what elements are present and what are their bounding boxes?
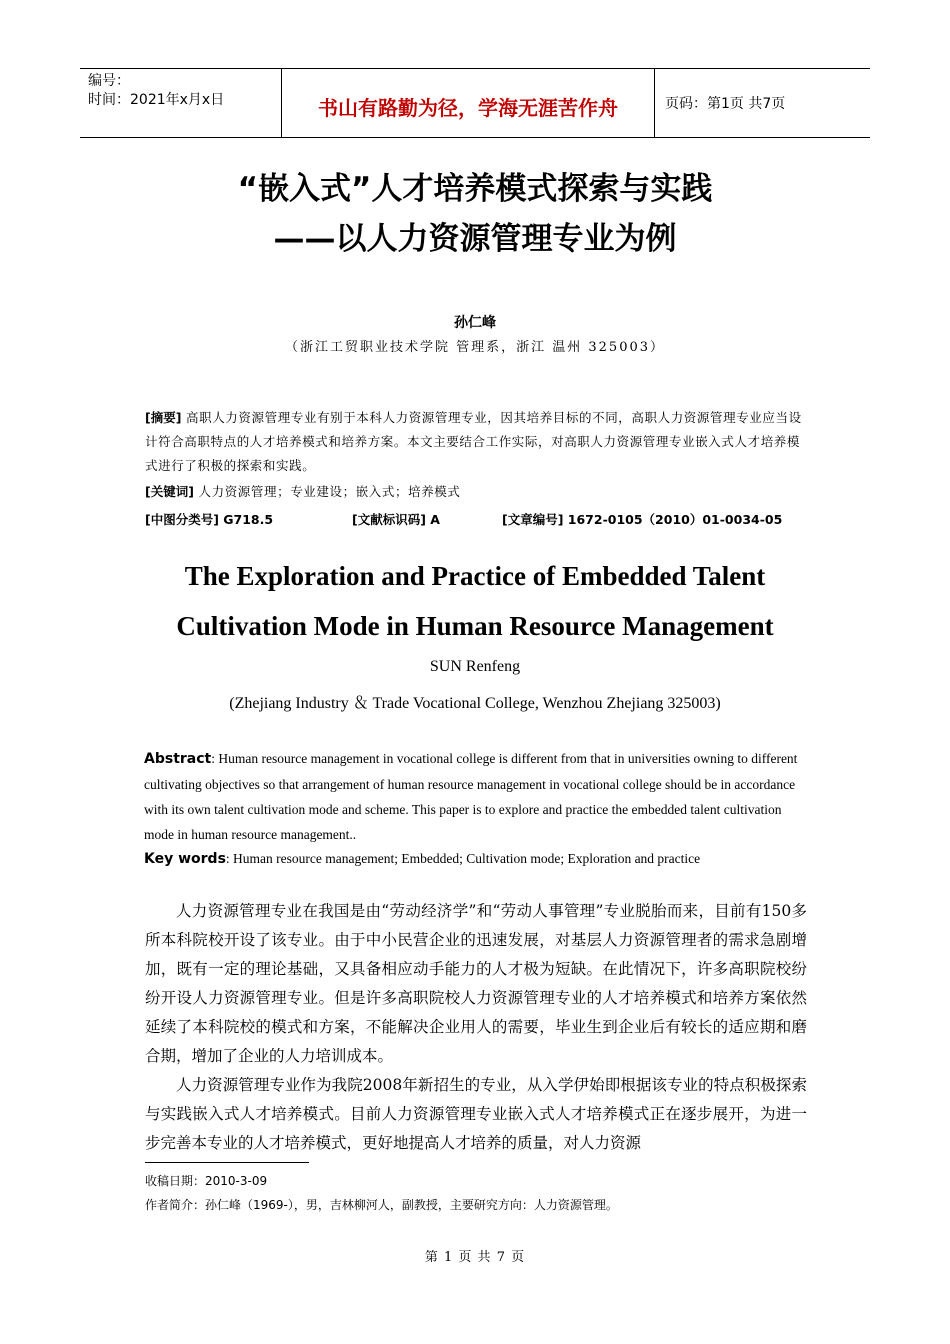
- clc-number: [中图分类号] G718.5: [145, 512, 274, 527]
- keywords-en-label: Key words: [144, 851, 226, 867]
- title-en-line2: Cultivation Mode in Human Resource Management: [176, 611, 774, 641]
- keywords-en-text: : Human resource management; Embedded; Cultivation mode; Exploration and practice: [225, 851, 701, 866]
- keywords-cn-label: [关键词]: [145, 484, 194, 499]
- author-cn: 孙仁峰: [454, 315, 496, 331]
- affiliation-en: (Zhejiang Industry ＆ Trade Vocational College, Wenzhou Zhejiang 325003): [229, 695, 721, 712]
- header-page-info: 页码：第1页 共7页: [665, 96, 786, 112]
- keywords-cn: [145, 480, 805, 504]
- keywords-cn-text: 人力资源管理；专业建设；嵌入式；培养模式: [193, 484, 461, 499]
- document-code: [文献标识码] A: [352, 512, 440, 527]
- abstract-cn-label: [摘要]: [145, 410, 182, 425]
- page-footer: 第 1 页 共 7 页: [424, 1250, 526, 1265]
- author-en: SUN Renfeng: [429, 658, 521, 675]
- keywords-en: [144, 846, 808, 872]
- abstract-en: [144, 746, 808, 847]
- serial-number-label: 编号：: [88, 73, 130, 89]
- abstract-cn: [145, 406, 805, 478]
- date-label: 时间：2021年x月x日: [88, 92, 225, 108]
- footnote-received: 收稿日期：2010-3-09: [145, 1174, 268, 1188]
- footnote-author-bio: 作者简介：孙仁峰（1969-），男，吉林柳河人，副教授，主要研究方向：人力资源管理。: [145, 1198, 618, 1212]
- header-meta-cell: [80, 69, 281, 137]
- body-text: [145, 897, 807, 1158]
- classification-line: [145, 510, 805, 528]
- abstract-cn-text: 高职人力资源管理专业有别于本科人力资源管理专业，因其培养目标的不同，高职人力资源管理专业应当设计符合高职特点的人才培养模式和培养方案。本文主要结合工作实际，对高职人力资源管理专业嵌入式人才培养模式进行了积极的探索和实践。: [145, 410, 802, 473]
- title-cn-line1: “嵌入式”人才培养模式探索与实践: [237, 171, 713, 207]
- header-motto: 书山有路勤为径，学海无涯苦作舟: [281, 69, 655, 137]
- title-cn-line2: ——以人力资源管理专业为例: [273, 221, 677, 257]
- title-en-line1: The Exploration and Practice of Embedded Talent: [184, 561, 766, 591]
- article-number: [文章编号] 1672-0105（2010）01-0034-05: [502, 512, 783, 527]
- affiliation-cn: （浙江工贸职业技术学院 管理系，浙江 温州 325003）: [284, 340, 666, 355]
- document-header: [80, 68, 870, 138]
- body-paragraph-2: 人力资源管理专业作为我院2008年新招生的专业，从入学伊始即根据该专业的特点积极探索与实践嵌入式人才培养模式。目前人力资源管理专业嵌入式人才培养模式正在逐步展开，为进一步完善本专业的人才培养模式，更好地提高人才培养的质量，对人力资源: [145, 1076, 807, 1152]
- footnote-divider: [145, 1162, 309, 1163]
- abstract-en-text: : Human resource management in vocational college is different from that in universities owning to different cultivating objectives so that arrangement of human resource management in vocational college should be in accordance with its own talent cultivation mode and scheme. This paper is to explore and practice the embedded talent cultivation mode in human resource management..: [144, 751, 798, 842]
- abstract-en-label: Abstract: [144, 751, 212, 767]
- body-paragraph-1: 人力资源管理专业在我国是由“劳动经济学”和“劳动人事管理”专业脱胎而来，目前有150多所本科院校开设了该专业。由于中小民营企业的迅速发展，对基层人力资源管理者的需求急剧增加，既有一定的理论基础，又具备相应动手能力的人才极为短缺。在此情况下，许多高职院校纷纷开设人力资源管理专业。但是许多高职院校人力资源管理专业的人才培养模式和培养方案依然延续了本科院校的模式和方案，不能解决企业用人的需要，毕业生到企业后有较长的适应期和磨合期，增加了企业的人力培训成本。: [145, 902, 807, 1065]
